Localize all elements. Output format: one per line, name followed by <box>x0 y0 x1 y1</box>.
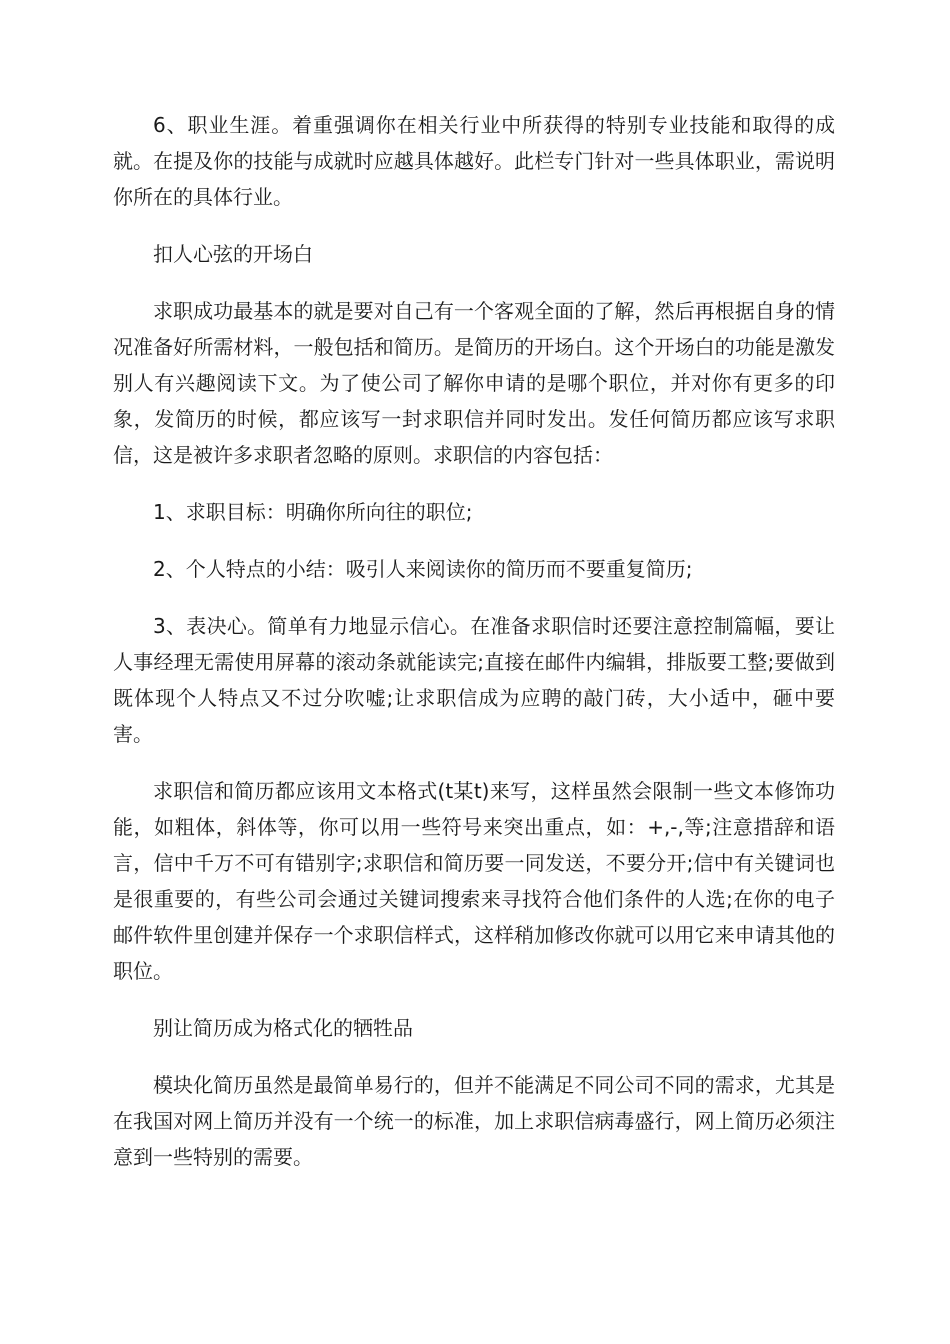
paragraph-text-format: 求职信和简历都应该用文本格式(t某t)来写，这样虽然会限制一些文本修饰功能，如粗体，斜体等，你可以用一些符号来突出重点，如：+,-,等;注意措辞和语言，信中千万不可有错别字;求职信和简历要一同发送，不要分开;信中有关键词也是很重要的，有些公司会通过关键词搜索来寻找符合他们条件的人选;在你的电子邮件软件里创建并保存一个求职信样式，这样稍加修改你就可以用它来申请其他的职位。 <box>113 779 835 983</box>
document-body <box>113 107 835 1196</box>
section-heading-opening: 扣人心弦的开场白 <box>153 242 313 266</box>
list-item-resolve: 3、表决心。简单有力地显示信心。在准备求职信时还要注意控制篇幅，要让人事经理无需使用屏幕的滚动条就能读完;直接在邮件内编辑，排版要工整;要做到既体现个人特点又不过分吹嘘;让求职信成为应聘的敲门砖，大小适中，砸中要害。 <box>113 614 835 746</box>
section-heading-format: 别让简历成为格式化的牺牲品 <box>153 1016 413 1040</box>
list-item-goal: 1、求职目标：明确你所向往的职位; <box>153 500 473 524</box>
paragraph-career: 6、职业生涯。着重强调你在相关行业中所获得的特别专业技能和取得的成就。在提及你的技能与成就时应越具体越好。此栏专门针对一些具体职业，需说明你所在的具体行业。 <box>113 113 835 209</box>
paragraph-modular-resume: 模块化简历虽然是最简单易行的，但并不能满足不同公司不同的需求，尤其是在我国对网上简历并没有一个统一的标准，加上求职信病毒盛行，网上简历必须注意到一些特别的需要。 <box>113 1073 835 1169</box>
list-item-summary: 2、个人特点的小结：吸引人来阅读你的简历而不要重复简历; <box>153 557 693 581</box>
paragraph-cover-letter-intro: 求职成功最基本的就是要对自己有一个客观全面的了解，然后再根据自身的情况准备好所需材料，一般包括和简历。是简历的开场白。这个开场白的功能是激发别人有兴趣阅读下文。为了使公司了解你申请的是哪个职位，并对你有更多的印象，发简历的时候，都应该写一封求职信并同时发出。发任何简历都应该写求职信，这是被许多求职者忽略的原则。求职信的内容包括： <box>113 299 835 467</box>
